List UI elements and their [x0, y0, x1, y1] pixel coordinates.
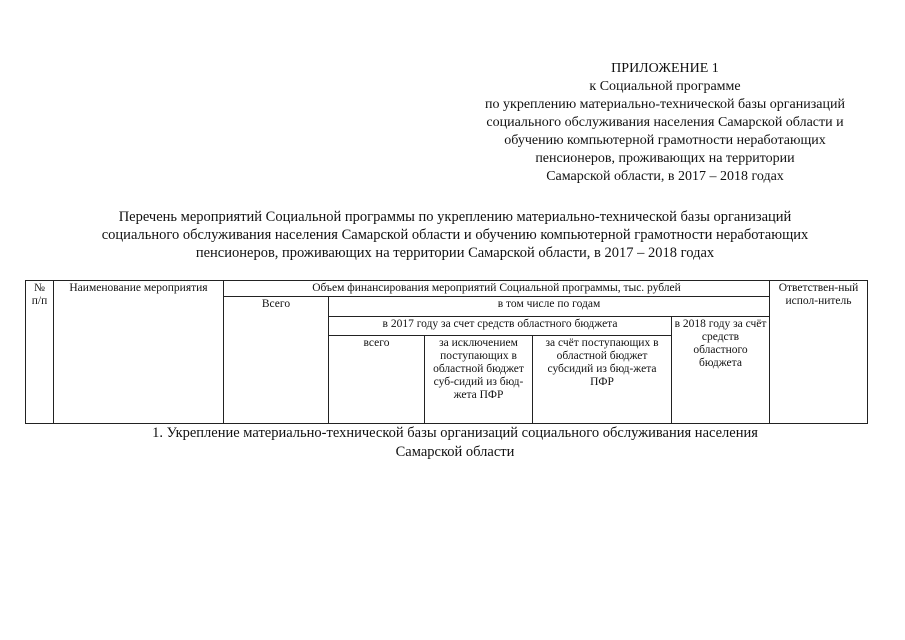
section-line: 1. Укрепление материально-технической базы организаций социального обслуживания населения	[152, 425, 758, 441]
appendix-line: к Социальной программе	[589, 79, 741, 94]
document-title	[40, 208, 870, 262]
header-cell-total: Всего	[224, 297, 329, 424]
measures-table	[25, 280, 868, 424]
header-cell-2017-pfr: за счёт поступающих в областной бюджет субсидий из бюд-жета ПФР	[533, 336, 672, 424]
appendix-line: пенсионеров, проживающих на территории	[535, 151, 795, 166]
title-line: пенсионеров, проживающих на территории Самарской области, в 2017 – 2018 годах	[195, 245, 715, 261]
header-cell-by-years: в том числе по годам	[329, 297, 770, 317]
header-cell-2017-all: всего	[329, 336, 425, 424]
header-cell-funding: Объем финансирования мероприятий Социальной программы, тыс. рублей	[224, 281, 770, 297]
title-line: Перечень мероприятий Социальной программы по укреплению материально-технической базы организаций	[118, 209, 792, 225]
section-line: Самарской области	[395, 444, 515, 460]
header-cell-2017-excl: за исключением поступающих в областной бюджет суб-сидий из бюд-жета ПФР	[425, 336, 533, 424]
appendix-line: ПРИЛОЖЕНИЕ 1	[611, 61, 719, 76]
section-heading	[40, 424, 870, 462]
title-line: социального обслуживания населения Самарской области и обучению компьютерной грамотности неработающих	[101, 227, 809, 243]
header-cell-responsible: Ответствен-ный испол-нитель	[770, 281, 868, 424]
header-cell-name: Наименование мероприятия	[54, 281, 224, 424]
header-cell-2017: в 2017 году за счет средств областного бюджета	[329, 316, 672, 336]
appendix-line: Самарской области, в 2017 – 2018 годах	[546, 169, 784, 184]
appendix-line: обучению компьютерной грамотности неработающих	[504, 133, 826, 148]
appendix-header	[455, 60, 875, 186]
header-cell-number: № п/п	[26, 281, 54, 424]
appendix-line: по укреплению материально-технической базы организаций	[485, 97, 845, 112]
header-cell-2018: в 2018 году за счёт средств областного бюджета	[672, 316, 770, 424]
appendix-line: социального обслуживания населения Самарской области и	[486, 115, 844, 130]
